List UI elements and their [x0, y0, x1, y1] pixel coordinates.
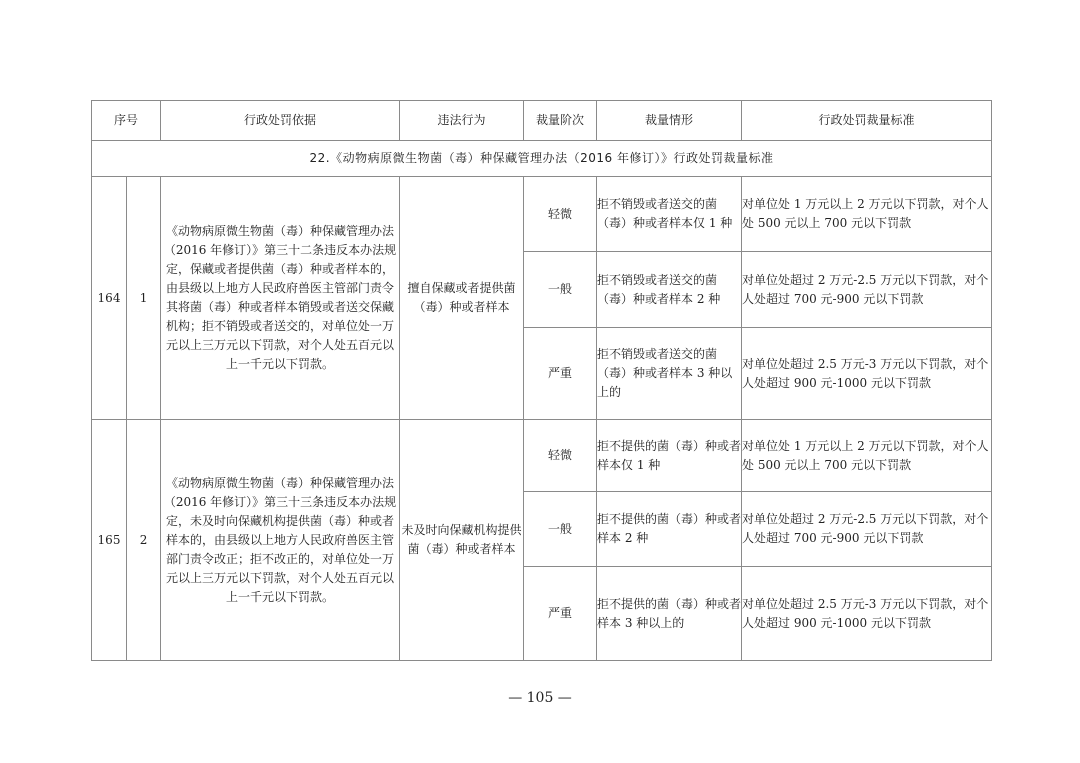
discretion-level: 轻微 [524, 420, 597, 492]
header-situation: 裁量情形 [597, 101, 742, 141]
penalty-standard: 对单位处超过 2 万元-2.5 万元以下罚款，对个人处超过 700 元-900 元以下罚款 [742, 492, 992, 567]
row-number: 164 [92, 177, 127, 420]
row-sub-number: 2 [127, 420, 161, 661]
table-row [92, 420, 992, 492]
discretion-situation: 拒不提供的菌（毒）种或者样本仅 1 种 [597, 420, 742, 492]
penalty-standard: 对单位处 1 万元以上 2 万元以下罚款，对个人处 500 元以上 700 元以下罚款 [742, 177, 992, 252]
row-sub-number: 1 [127, 177, 161, 420]
penalty-standard: 对单位处 1 万元以上 2 万元以下罚款，对个人处 500 元以上 700 元以下罚款 [742, 420, 992, 492]
violation-behavior: 未及时向保藏机构提供菌（毒）种或者样本 [400, 420, 524, 661]
section-title: 22.《动物病原微生物菌（毒）种保藏管理办法（2016 年修订）》行政处罚裁量标准 [92, 141, 992, 177]
discretion-situation: 拒不销毁或者送交的菌（毒）种或者样本仅 1 种 [597, 177, 742, 252]
header-serial: 序号 [92, 101, 161, 141]
header-row [92, 101, 992, 141]
violation-behavior: 擅自保藏或者提供菌（毒）种或者样本 [400, 177, 524, 420]
penalty-standard: 对单位处超过 2 万元-2.5 万元以下罚款，对个人处超过 700 元-900 元以下罚款 [742, 252, 992, 328]
page-number: — 105 — [508, 690, 572, 706]
penalty-basis: 《动物病原微生物菌（毒）种保藏管理办法（2016 年修订）》第三十三条违反本办法规定，未及时向保藏机构提供菌（毒）种或者样本的，由县级以上地方人民政府兽医主管部门责令改正；拒不改正的，对单位处一万元以上三万元以下罚款，对个人处五百元以上一千元以下罚款。 [161, 420, 400, 661]
discretion-level: 轻微 [524, 177, 597, 252]
discretion-situation: 拒不提供的菌（毒）种或者样本 2 种 [597, 492, 742, 567]
header-level: 裁量阶次 [524, 101, 597, 141]
discretion-level: 一般 [524, 252, 597, 328]
discretion-situation: 拒不销毁或者送交的菌（毒）种或者样本 2 种 [597, 252, 742, 328]
row-number: 165 [92, 420, 127, 661]
penalty-standard: 对单位处超过 2.5 万元-3 万元以下罚款，对个人处超过 900 元-1000 元以下罚款 [742, 328, 992, 420]
header-basis: 行政处罚依据 [161, 101, 400, 141]
discretion-situation: 拒不提供的菌（毒）种或者样本 3 种以上的 [597, 567, 742, 661]
discretion-level: 严重 [524, 567, 597, 661]
discretion-level: 一般 [524, 492, 597, 567]
penalty-standards-table [91, 100, 992, 661]
discretion-level: 严重 [524, 328, 597, 420]
discretion-situation: 拒不销毁或者送交的菌（毒）种或者样本 3 种以上的 [597, 328, 742, 420]
penalty-standard: 对单位处超过 2.5 万元-3 万元以下罚款，对个人处超过 900 元-1000 元以下罚款 [742, 567, 992, 661]
header-behavior: 违法行为 [400, 101, 524, 141]
section-row [92, 141, 992, 177]
penalty-basis: 《动物病原微生物菌（毒）种保藏管理办法（2016 年修订）》第三十二条违反本办法规定，保藏或者提供菌（毒）种或者样本的，由县级以上地方人民政府兽医主管部门责令其将菌（毒）种或者样本销毁或者送交保藏机构；拒不销毁或者送交的，对单位处一万元以上三万元以下罚款，对个人处五百元以上一千元以下罚款。 [161, 177, 400, 420]
header-standard: 行政处罚裁量标准 [742, 101, 992, 141]
table-row [92, 177, 992, 252]
